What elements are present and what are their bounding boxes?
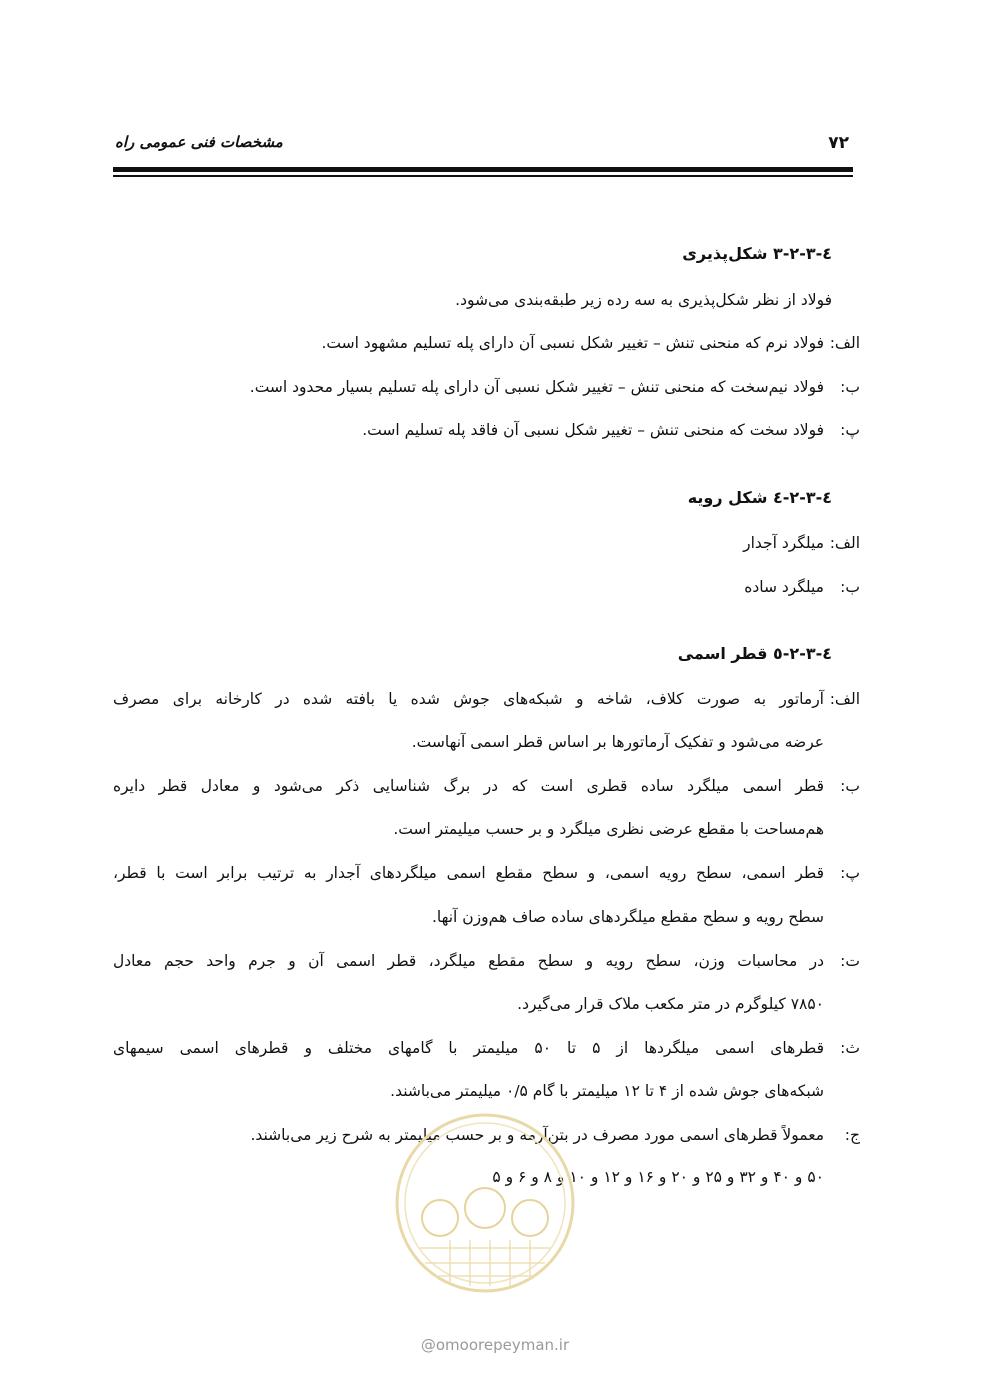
diameter-item-line: قطر اسمی، سطح رویه اسمی، و سطح مقطع اسمی میلگردهای آجدار به ترتیب برابر است با قطر، [113, 864, 824, 882]
diameter-item-label: ب: [840, 777, 860, 795]
running-title: مشخصات فنی عمومی راه [115, 133, 283, 151]
diameter-item-label: ث: [840, 1039, 860, 1057]
section-heading-surface: ٤-٣-٢-٤ شکل رویه [687, 488, 832, 507]
surface-item-label: الف: [829, 534, 860, 552]
header-rule-thick [113, 167, 853, 172]
header-rule-thin [113, 175, 853, 177]
diameter-item-line: معمولاً قطرهای اسمی مورد مصرف در بتن‌آرمه و بر حسب میلیمتر به شرح زیر می‌باشند. [250, 1126, 824, 1144]
diameter-item-label: پ: [840, 864, 860, 882]
ductility-item-text: فولاد سخت که منحنی تنش – تغییر شکل نسبی آن فاقد پله تسلیم است. [362, 421, 824, 439]
ductility-item-text: فولاد نرم که منحنی تنش – تغییر شکل نسبی آن دارای پله تسلیم مشهود است. [321, 334, 824, 352]
watermark-stamp-icon [390, 1108, 580, 1298]
ductility-item-label: پ: [840, 421, 860, 439]
diameter-item-label: ت: [840, 952, 860, 970]
diameter-item-line: آرماتور به صورت کلاف، شاخه و شبکه‌های جوش شده یا بافته شده در کارخانه برای مصرف [113, 690, 824, 708]
watermark-url: @omoorepeyman.ir [420, 1336, 570, 1354]
diameter-item-line: عرضه می‌شود و تفکیک آرماتورها بر اساس قطر اسمی آنهاست. [411, 733, 824, 751]
diameter-item-line: در محاسبات وزن، سطح رویه و سطح مقطع میلگرد، قطر اسمی آن و جرم واحد حجم معادل [113, 952, 824, 970]
surface-item-text: میلگرد ساده [744, 578, 824, 596]
diameter-sizes-list: ۵۰ و ۴۰ و ۳۲ و ۲۵ و ۲۰ و ۱۶ و ۱۲ و ۱۰ و ۸ و ۶ و ۵ [492, 1168, 824, 1186]
diameter-item-line: سطح رویه و سطح مقطع میلگردهای ساده صاف هم‌وزن آنها. [431, 908, 824, 926]
surface-item-label: ب: [840, 578, 860, 596]
ductility-intro: فولاد از نظر شکل‌پذیری به سه رده زیر طبقه‌بندی می‌شود. [455, 291, 832, 309]
ductility-item-text: فولاد نیم‌سخت که منحنی تنش – تغییر شکل نسبی آن دارای پله تسلیم بسیار محدود است. [249, 378, 824, 396]
diameter-item-line: هم‌مساحت با مقطع عرضی نظری میلگرد و بر حسب میلیمتر است. [393, 820, 824, 838]
diameter-item-line: ۷۸۵۰ کیلوگرم در متر مکعب ملاک قرار می‌گیرد. [517, 995, 824, 1013]
page-number: ۷۲ [828, 133, 849, 153]
page-header [113, 127, 853, 183]
section-heading-diameter: ٤-٣-٢-٥ قطر اسمی [677, 644, 832, 663]
diameter-item-line: قطرهای اسمی میلگردها از ۵ تا ۵۰ میلیمتر با گامهای مختلف و قطرهای اسمی سیمهای [113, 1039, 824, 1057]
diameter-item-line: شبکه‌های جوش شده از ۴ تا ۱۲ میلیمتر با گام ۰/۵ میلیمتر می‌باشند. [390, 1082, 824, 1100]
section-heading-ductility: ٤-٣-٢-٣ شکل‌پذیری [682, 244, 832, 263]
ductility-item-label: الف: [829, 334, 860, 352]
diameter-item-label: الف: [829, 690, 860, 708]
ductility-item-label: ب: [840, 378, 860, 396]
diameter-item-label: ج: [844, 1126, 860, 1144]
diameter-item-line: قطر اسمی میلگرد ساده قطری است که در برگ شناسایی ذکر می‌شود و معادل قطر دایره [113, 777, 824, 795]
surface-item-text: میلگرد آجدار [743, 534, 824, 552]
